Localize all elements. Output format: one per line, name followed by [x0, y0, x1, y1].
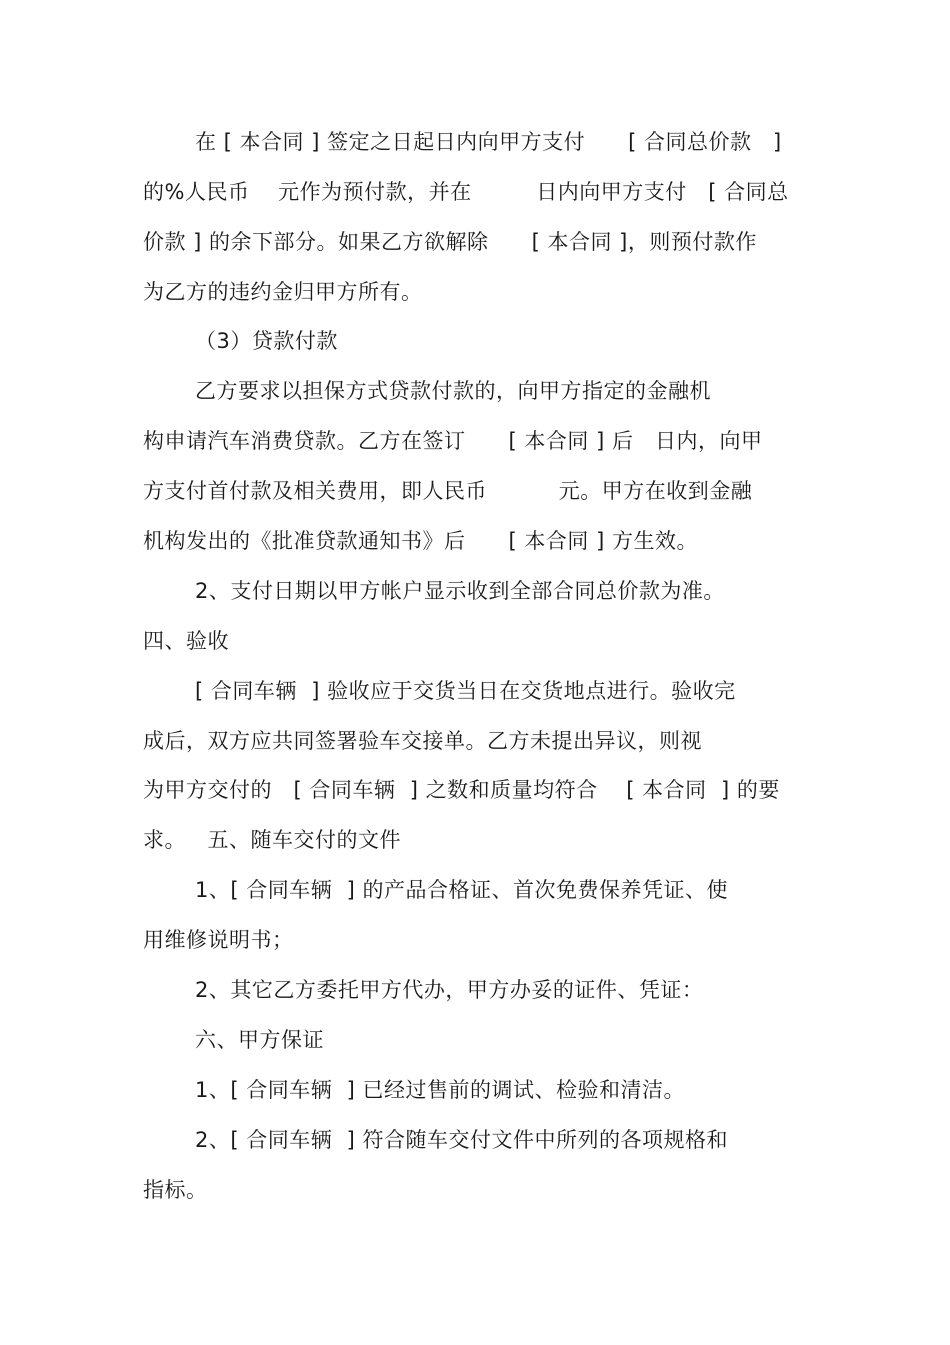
paragraph-line: 用维修说明书； [143, 928, 294, 952]
paragraph-line: 方支付首付款及相关费用，即人民币 元。甲方在收到金融 [143, 479, 753, 503]
paragraph-line: 价款 ] 的余下部分。如果乙方欲解除 [ 本合同 ]，则预付款作 [143, 230, 757, 254]
section-heading: 六、甲方保证 [195, 1028, 324, 1052]
paragraph-line: 2、支付日期以甲方帐户显示收到全部合同总价款为准。 [195, 579, 725, 603]
paragraph-line: 指标。 [143, 1178, 208, 1202]
paragraph-line: 2、[ 合同车辆 ] 符合随车交付文件中所列的各项规格和 [195, 1128, 728, 1152]
paragraph-line: 为甲方交付的 [ 合同车辆 ] 之数和质量均符合 [ 本合同 ] 的要 [143, 778, 780, 802]
paragraph-line: 的%人民币 元作为预付款，并在 日内向甲方支付 [ 合同总 [143, 180, 789, 204]
section-subheading: （3）贷款付款 [195, 329, 338, 353]
paragraph-line: 构申请汽车消费贷款。乙方在签订 [ 本合同 ] 后 日内，向甲 [143, 429, 763, 453]
paragraph-line: 为乙方的违约金归甲方所有。 [143, 280, 423, 304]
paragraph-line: 1、[ 合同车辆 ] 已经过售前的调试、检验和清洁。 [195, 1078, 685, 1102]
paragraph-line: 2、其它乙方委托甲方代办，甲方办妥的证件、凭证： [195, 978, 704, 1002]
paragraph-line: [ 合同车辆 ] 验收应于交货当日在交货地点进行。验收完 [195, 679, 736, 703]
section-heading: 四、验收 [143, 629, 229, 653]
paragraph-line: 机构发出的《批准贷款通知书》后 [ 本合同 ] 方生效。 [143, 529, 698, 553]
paragraph-line: 在 [ 本合同 ] 签定之日起日内向甲方支付 [ 合同总价款 ] [195, 130, 782, 154]
paragraph-line: 求。 五、随车交付的文件 [143, 828, 402, 852]
paragraph-line: 1、[ 合同车辆 ] 的产品合格证、首次免费保养凭证、使 [195, 878, 728, 902]
paragraph-line: 乙方要求以担保方式贷款付款的，向甲方指定的金融机 [195, 379, 711, 403]
paragraph-line: 成后，双方应共同签署验车交接单。乙方未提出异议，则视 [143, 729, 702, 753]
